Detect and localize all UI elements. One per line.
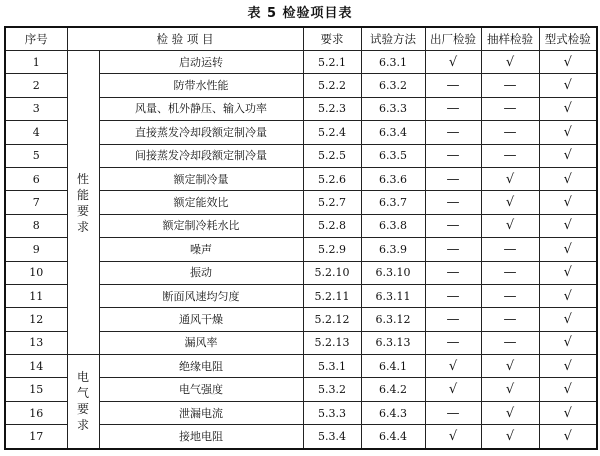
row-test-method: 6.4.1	[361, 355, 425, 378]
row-sampling-mark: √	[481, 191, 539, 214]
row-requirement: 5.2.7	[303, 191, 361, 214]
row-sampling-mark: —	[481, 261, 539, 284]
row-number: 1	[5, 51, 67, 74]
header-sampling-inspection: 抽样检验	[481, 27, 539, 51]
row-type-mark: √	[539, 167, 597, 190]
row-type-mark: √	[539, 51, 597, 74]
row-factory-mark: —	[425, 144, 481, 167]
row-requirement: 5.2.6	[303, 167, 361, 190]
row-sampling-mark: —	[481, 144, 539, 167]
category-char: 气	[76, 386, 89, 401]
row-type-mark: √	[539, 74, 597, 97]
category-char: 求	[76, 418, 89, 433]
category-performance	[67, 51, 99, 355]
row-test-method: 6.3.2	[361, 74, 425, 97]
row-type-mark: √	[539, 144, 597, 167]
row-factory-mark: —	[425, 238, 481, 261]
row-type-mark: √	[539, 425, 597, 449]
row-sampling-mark: —	[481, 284, 539, 307]
row-requirement: 5.2.4	[303, 121, 361, 144]
row-number: 10	[5, 261, 67, 284]
row-number: 7	[5, 191, 67, 214]
row-test-method: 6.3.9	[361, 238, 425, 261]
row-type-mark: √	[539, 284, 597, 307]
category-char: 要	[76, 203, 89, 218]
row-type-mark: √	[539, 121, 597, 144]
row-test-method: 6.4.4	[361, 425, 425, 449]
row-number: 4	[5, 121, 67, 144]
row-number: 14	[5, 355, 67, 378]
row-sampling-mark: —	[481, 331, 539, 354]
header-no: 序号	[5, 27, 67, 51]
inspection-table	[4, 26, 598, 450]
row-type-mark: √	[539, 308, 597, 331]
row-type-mark: √	[539, 378, 597, 401]
row-sampling-mark: √	[481, 214, 539, 237]
row-factory-mark: √	[425, 51, 481, 74]
row-number: 8	[5, 214, 67, 237]
row-requirement: 5.2.10	[303, 261, 361, 284]
row-factory-mark: —	[425, 191, 481, 214]
row-test-method: 6.3.8	[361, 214, 425, 237]
row-sampling-mark: —	[481, 121, 539, 144]
row-type-mark: √	[539, 214, 597, 237]
row-test-method: 6.3.11	[361, 284, 425, 307]
row-type-mark: √	[539, 238, 597, 261]
row-requirement: 5.3.3	[303, 401, 361, 424]
row-number: 2	[5, 74, 67, 97]
row-requirement: 5.3.4	[303, 425, 361, 449]
row-requirement: 5.2.1	[303, 51, 361, 74]
row-test-method: 6.3.6	[361, 167, 425, 190]
row-test-method: 6.3.3	[361, 97, 425, 120]
row-requirement: 5.2.11	[303, 284, 361, 307]
row-factory-mark: —	[425, 74, 481, 97]
row-test-method: 6.3.1	[361, 51, 425, 74]
row-sampling-mark: √	[481, 167, 539, 190]
row-item: 振动	[99, 261, 303, 284]
row-test-method: 6.3.10	[361, 261, 425, 284]
header-row	[5, 27, 597, 51]
header-requirement: 要求	[303, 27, 361, 51]
row-requirement: 5.2.3	[303, 97, 361, 120]
row-factory-mark: —	[425, 308, 481, 331]
row-factory-mark: —	[425, 284, 481, 307]
row-test-method: 6.3.5	[361, 144, 425, 167]
row-test-method: 6.3.4	[361, 121, 425, 144]
row-item: 接地电阻	[99, 425, 303, 449]
row-number: 17	[5, 425, 67, 449]
category-char: 能	[76, 187, 89, 202]
row-requirement: 5.2.2	[303, 74, 361, 97]
row-test-method: 6.3.7	[361, 191, 425, 214]
category-char: 电	[76, 370, 89, 385]
row-item: 防带水性能	[99, 74, 303, 97]
row-sampling-mark: √	[481, 401, 539, 424]
row-item: 间接蒸发冷却段额定制冷量	[99, 144, 303, 167]
category-char: 性	[76, 171, 89, 186]
row-factory-mark: √	[425, 355, 481, 378]
row-item: 断面风速均匀度	[99, 284, 303, 307]
row-item: 额定能效比	[99, 191, 303, 214]
row-type-mark: √	[539, 355, 597, 378]
category-electrical	[67, 355, 99, 449]
row-item: 泄漏电流	[99, 401, 303, 424]
row-sampling-mark: √	[481, 355, 539, 378]
row-requirement: 5.2.12	[303, 308, 361, 331]
row-factory-mark: —	[425, 261, 481, 284]
row-sampling-mark: √	[481, 378, 539, 401]
row-type-mark: √	[539, 97, 597, 120]
row-item: 启动运转	[99, 51, 303, 74]
row-sampling-mark: √	[481, 425, 539, 449]
row-test-method: 6.4.3	[361, 401, 425, 424]
row-number: 9	[5, 238, 67, 261]
row-requirement: 5.2.8	[303, 214, 361, 237]
category-char: 求	[76, 219, 89, 234]
row-factory-mark: —	[425, 97, 481, 120]
row-sampling-mark: —	[481, 97, 539, 120]
header-test-method: 试验方法	[361, 27, 425, 51]
row-sampling-mark: —	[481, 238, 539, 261]
row-test-method: 6.3.12	[361, 308, 425, 331]
row-requirement: 5.2.9	[303, 238, 361, 261]
row-factory-mark: —	[425, 331, 481, 354]
row-item: 额定制冷耗水比	[99, 214, 303, 237]
row-requirement: 5.3.2	[303, 378, 361, 401]
header-item: 检 验 项 目	[67, 27, 303, 51]
row-item: 风量、机外静压、输入功率	[99, 97, 303, 120]
row-factory-mark: —	[425, 121, 481, 144]
row-test-method: 6.4.2	[361, 378, 425, 401]
header-type-inspection: 型式检验	[539, 27, 597, 51]
category-char: 要	[76, 402, 89, 417]
row-factory-mark: —	[425, 214, 481, 237]
row-number: 13	[5, 331, 67, 354]
row-factory-mark: √	[425, 425, 481, 449]
row-type-mark: √	[539, 401, 597, 424]
row-number: 6	[5, 167, 67, 190]
row-type-mark: √	[539, 191, 597, 214]
row-item: 电气强度	[99, 378, 303, 401]
row-item: 噪声	[99, 238, 303, 261]
row-number: 11	[5, 284, 67, 307]
row-number: 3	[5, 97, 67, 120]
row-factory-mark: —	[425, 167, 481, 190]
row-type-mark: √	[539, 261, 597, 284]
row-requirement: 5.3.1	[303, 355, 361, 378]
row-type-mark: √	[539, 331, 597, 354]
row-sampling-mark: —	[481, 74, 539, 97]
table-row	[5, 355, 597, 378]
row-requirement: 5.2.5	[303, 144, 361, 167]
row-sampling-mark: √	[481, 51, 539, 74]
row-requirement: 5.2.13	[303, 331, 361, 354]
row-factory-mark: √	[425, 378, 481, 401]
row-item: 绝缘电阻	[99, 355, 303, 378]
row-factory-mark: —	[425, 401, 481, 424]
table-title: 表 5 检验项目表	[247, 6, 353, 21]
row-number: 16	[5, 401, 67, 424]
table-row	[5, 51, 597, 74]
row-number: 15	[5, 378, 67, 401]
row-number: 12	[5, 308, 67, 331]
row-test-method: 6.3.13	[361, 331, 425, 354]
row-item: 漏风率	[99, 331, 303, 354]
row-item: 直接蒸发冷却段额定制冷量	[99, 121, 303, 144]
row-number: 5	[5, 144, 67, 167]
row-sampling-mark: —	[481, 308, 539, 331]
row-item: 额定制冷量	[99, 167, 303, 190]
row-item: 通风干燥	[99, 308, 303, 331]
header-factory-inspection: 出厂检验	[425, 27, 481, 51]
